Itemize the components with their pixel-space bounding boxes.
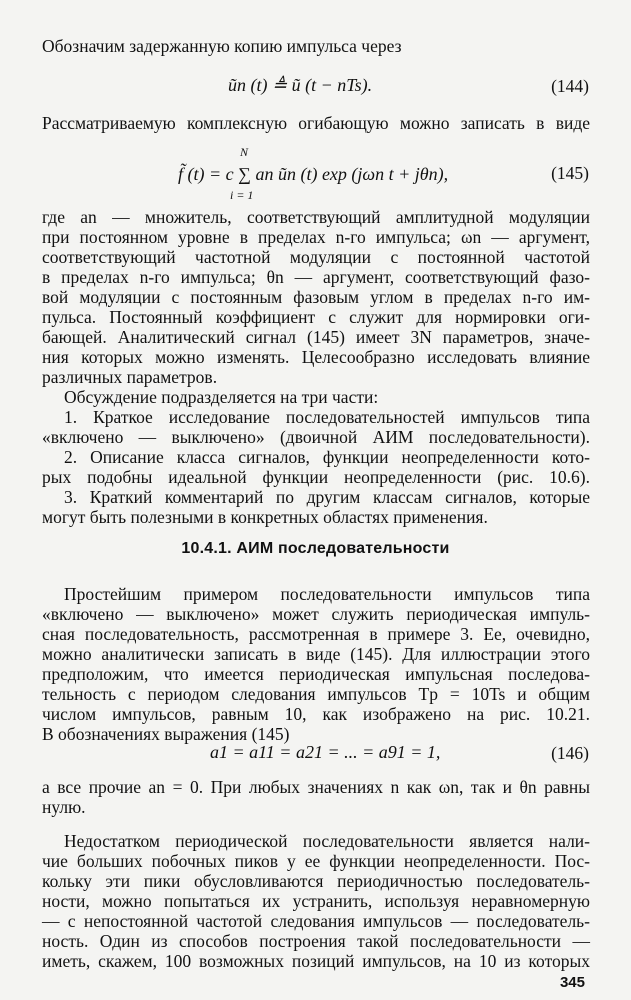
equation-144: ũn (t) ≜ ũ (t − nTs).	[228, 75, 373, 95]
text-line: тельность с периодом следования импульсов Tp = 10Ts и общим	[42, 684, 590, 704]
text-line: в пределах n-го импульса; θn — аргумент, соответствующий фазо-	[42, 267, 590, 287]
text-line: В обозначениях выражения (145)	[42, 724, 290, 744]
text-line: при постоянном уровне в пределах n-го импульса; ωn — аргумент,	[42, 227, 590, 247]
list-item: 1. Краткое исследование последовательностей импульсов типа	[64, 407, 590, 427]
text-line: числом импульсов, равным 10, как изображено на рис. 10.21.	[42, 704, 590, 724]
text-line: чие больших побочных пиков у ее функции неопределенности. Пос-	[42, 851, 590, 871]
section-heading: 10.4.1. АИМ последовательности	[181, 540, 450, 557]
text-line: где an — множитель, соответствующий амплитудной модуляции	[42, 207, 590, 227]
intro-line: Обозначим задержанную копию импульса через	[42, 36, 402, 56]
equation-144-number: (144)	[551, 76, 589, 96]
list-intro: Обсуждение подразделяется на три части:	[64, 387, 379, 407]
text-line: — с непостоянной частотой следования импульсов — последователь-	[42, 911, 590, 931]
text-line: а все прочие an = 0. При любых значениях n как ωn, так и θn равны	[42, 777, 590, 797]
text-line: ности, можно попытаться их устранить, используя неравномерную	[42, 891, 590, 911]
text-line: бающей. Аналитический сигнал (145) имеет 3N параметров, значе-	[42, 327, 590, 347]
list-item: 2. Описание класса сигналов, функции неопределенности кото-	[64, 447, 590, 467]
equation-145-number: (145)	[551, 163, 589, 183]
text-line: соответствующий частотной модуляции с постоянной частотой	[42, 247, 590, 267]
text-line: ность. Один из способов построения такой последовательности —	[42, 931, 590, 951]
text-line: Недостатком периодической последовательности является нали-	[64, 831, 590, 851]
text-line: можно аналитически записать в виде (145). Для иллюстрации этого	[42, 644, 590, 664]
text-line: иметь, скажем, 100 возможных позиций импульсов, на 10 из которых	[42, 951, 590, 971]
text-line: «включено — выключено» может служить периодическая импуль-	[42, 604, 590, 624]
text-line: ния которых можно изменять. Целесообразно исследовать влияние	[42, 347, 590, 367]
sum-upper-limit: N	[240, 145, 249, 159]
text-line: различных параметров.	[42, 367, 218, 387]
text-line: нулю.	[42, 797, 86, 817]
sum-lower-limit: i = 1	[230, 188, 254, 202]
text-line: Простейшим примером последовательности импульсов типа	[64, 584, 590, 604]
text-line: предположим, что имеется периодическая импульсная последова-	[42, 664, 590, 684]
list-item-cont: могут быть полезными в конкретных областях применения.	[42, 507, 488, 527]
text-line: сная последовательность, рассмотренная в примере 3. Ее, очевидно,	[42, 624, 590, 644]
text-line: кольку эти пики обусловливаются периодичностью последователь-	[42, 871, 590, 891]
page-number: 345	[559, 974, 585, 991]
intro2-line: Рассматриваемую комплексную огибающую можно записать в виде	[42, 113, 590, 133]
equation-146-number: (146)	[551, 743, 589, 763]
text-line: пульса. Постоянный коэффициент c служит для нормировки оги-	[42, 307, 590, 327]
text-line: вой модуляции с постоянным фазовым углом в пределах n-го им-	[42, 287, 590, 307]
list-item-cont: «включено — выключено» (двоичной АИМ последовательности).	[42, 427, 590, 447]
equation-146: a1 = a11 = a21 = ... = a91 = 1,	[210, 742, 441, 762]
list-item-cont: рых подобны идеальной функции неопределенности (рис. 10.6).	[42, 467, 590, 487]
equation-145-body: f̃ (t) = c ∑ an ũn (t) exp (jωn t + jθn),	[178, 164, 449, 184]
list-item: 3. Краткий комментарий по другим классам сигналов, которые	[64, 487, 590, 507]
